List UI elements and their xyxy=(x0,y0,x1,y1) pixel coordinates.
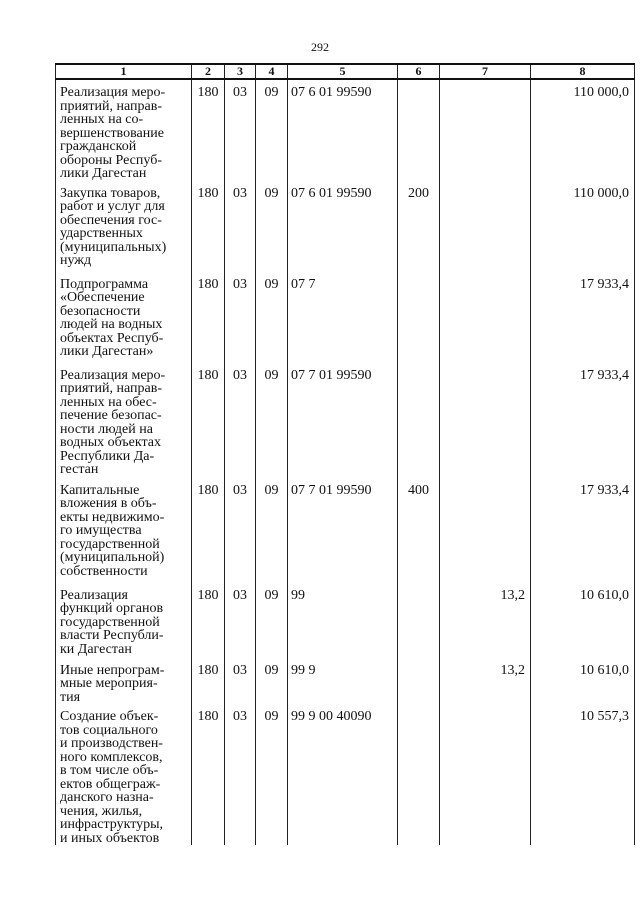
amount-cell: 10 610,0 xyxy=(531,583,635,658)
row-name-cell xyxy=(56,363,192,478)
row-name-cell xyxy=(56,704,192,845)
row-name-line: гражданской xyxy=(60,139,137,154)
expense-type-cell xyxy=(398,79,440,181)
row-name-line: Подпрограмма xyxy=(60,276,149,292)
row-name-line: Реализация меро- xyxy=(60,85,166,100)
column-header: 1 xyxy=(56,64,192,79)
subsection-cell: 09 xyxy=(256,272,288,363)
amount-cell: 17 933,4 xyxy=(531,272,635,363)
row-name-line: приятий, направ- xyxy=(60,98,163,114)
table-row xyxy=(56,704,635,845)
code-cell: 180 xyxy=(192,704,225,845)
amount-cell: 10 557,3 xyxy=(531,704,635,845)
amount-cell: 17 933,4 xyxy=(531,478,635,583)
section-cell: 03 xyxy=(225,478,256,583)
target-article-cell: 99 xyxy=(288,583,398,658)
budget-table xyxy=(55,63,635,845)
row-name-line: ки Дагестан xyxy=(60,641,132,657)
amount-cell: 13,2 xyxy=(440,658,531,705)
amount-cell xyxy=(440,79,531,181)
row-name-line: объектах Респуб- xyxy=(60,330,164,346)
row-name-line: Закупка товаров, xyxy=(60,185,161,201)
row-name-line: Республики Да- xyxy=(60,448,155,464)
row-name-line: Иные непрограм- xyxy=(60,662,165,678)
row-name-line: печение безопас- xyxy=(60,408,162,423)
subsection-cell: 09 xyxy=(256,363,288,478)
code-cell: 180 xyxy=(192,272,225,363)
row-name-line: ударственных xyxy=(60,226,143,241)
row-name-line: обороны Респуб- xyxy=(60,152,162,168)
amount-cell xyxy=(440,363,531,478)
amount-cell xyxy=(440,704,531,845)
row-name-line: лики Дагестан» xyxy=(60,344,154,359)
target-article-cell: 99 9 00 40090 xyxy=(288,704,398,845)
row-name-line: вложения в объ- xyxy=(60,496,157,511)
row-name-line: екты недвижимо- xyxy=(60,509,165,525)
row-name-line: функций органов xyxy=(60,601,164,616)
table-row xyxy=(56,272,635,363)
row-name-cell xyxy=(56,658,192,705)
section-cell: 03 xyxy=(225,272,256,363)
row-name-line: водных объектах xyxy=(60,435,161,450)
code-cell: 180 xyxy=(192,181,225,272)
row-name-cell xyxy=(56,79,192,181)
row-name-line: Реализация меро- xyxy=(60,367,166,383)
page-number: 292 xyxy=(311,40,329,54)
table-row xyxy=(56,658,635,705)
row-name-line: власти Республи- xyxy=(60,628,164,643)
row-name-line: государственной xyxy=(60,536,160,552)
expense-type-cell xyxy=(398,272,440,363)
row-name-cell xyxy=(56,272,192,363)
row-name-line: Реализация xyxy=(60,587,128,603)
row-name-line: тов социального xyxy=(60,722,158,738)
subsection-cell: 09 xyxy=(256,79,288,181)
row-name-line: «Обеспечение xyxy=(60,290,145,305)
row-name-cell xyxy=(56,583,192,658)
target-article-cell: 07 7 xyxy=(288,272,398,363)
row-name-line: Создание объек- xyxy=(60,709,159,724)
row-name-line: государственной xyxy=(60,614,160,630)
amount-cell: 110 000,0 xyxy=(531,79,635,181)
subsection-cell: 09 xyxy=(256,704,288,845)
row-name-line: лики Дагестан xyxy=(60,166,147,181)
subsection-cell: 09 xyxy=(256,478,288,583)
row-name-line: Капитальные xyxy=(60,482,140,498)
table-row xyxy=(56,363,635,478)
target-article-cell: 07 6 01 99590 xyxy=(288,79,398,181)
row-name-line: приятий, направ- xyxy=(60,381,163,396)
amount-cell: 10 610,0 xyxy=(531,658,635,705)
row-name-line: людей на водных xyxy=(60,317,163,332)
section-cell: 03 xyxy=(225,704,256,845)
row-name-line: ности людей на xyxy=(60,421,153,437)
section-cell: 03 xyxy=(225,79,256,181)
row-name-line: ленных на со- xyxy=(60,112,144,127)
row-name-line: нужд xyxy=(60,253,92,268)
amount-cell: 17 933,4 xyxy=(531,363,635,478)
expense-type-cell: 400 xyxy=(398,478,440,583)
column-header: 6 xyxy=(398,64,440,79)
column-header: 7 xyxy=(440,64,531,79)
amount-cell xyxy=(440,272,531,363)
amount-cell: 110 000,0 xyxy=(531,181,635,272)
amount-cell xyxy=(440,181,531,272)
row-name-line: данского назна- xyxy=(60,790,154,805)
row-name-line: чения, жилья, xyxy=(60,803,143,819)
row-name-line: (муниципальной) xyxy=(60,550,165,565)
row-name-line: тия xyxy=(60,689,81,705)
row-name-line: гестан xyxy=(60,462,99,477)
row-name-line: инфраструктуры, xyxy=(60,817,164,832)
section-cell: 03 xyxy=(225,583,256,658)
expense-type-cell: 200 xyxy=(398,181,440,272)
table-row xyxy=(56,79,635,181)
column-header: 5 xyxy=(288,64,398,79)
column-header: 8 xyxy=(531,64,635,79)
row-name-line: работ и услуг для xyxy=(60,199,165,214)
column-header: 2 xyxy=(192,64,225,79)
subsection-cell: 09 xyxy=(256,181,288,272)
row-name-cell xyxy=(56,181,192,272)
table-header-row xyxy=(56,64,635,79)
code-cell: 180 xyxy=(192,363,225,478)
section-cell: 03 xyxy=(225,181,256,272)
target-article-cell: 07 6 01 99590 xyxy=(288,181,398,272)
row-name-line: безопасности xyxy=(60,303,141,319)
target-article-cell: 99 9 xyxy=(288,658,398,705)
expense-type-cell xyxy=(398,704,440,845)
section-cell: 03 xyxy=(225,363,256,478)
column-header: 3 xyxy=(225,64,256,79)
target-article-cell: 07 7 01 99590 xyxy=(288,478,398,583)
table-row xyxy=(56,583,635,658)
section-cell: 03 xyxy=(225,658,256,705)
row-name-cell xyxy=(56,478,192,583)
row-name-line: го имущества xyxy=(60,523,142,538)
target-article-cell: 07 7 01 99590 xyxy=(288,363,398,478)
row-name-line: собственности xyxy=(60,563,148,579)
amount-cell: 13,2 xyxy=(440,583,531,658)
code-cell: 180 xyxy=(192,658,225,705)
table-row xyxy=(56,478,635,583)
row-name-line: и производствен- xyxy=(60,736,163,751)
row-name-line: (муниципальных) xyxy=(60,239,167,255)
row-name-line: в том числе объ- xyxy=(60,763,159,778)
row-name-line: и иных объектов xyxy=(60,830,160,846)
subsection-cell: 09 xyxy=(256,658,288,705)
column-header: 4 xyxy=(256,64,288,79)
amount-cell xyxy=(440,478,531,583)
row-name-line: обеспечения гос- xyxy=(60,212,162,228)
row-name-line: мные мероприя- xyxy=(60,676,158,691)
row-name-line: ного комплексов, xyxy=(60,749,163,765)
code-cell: 180 xyxy=(192,583,225,658)
row-name-line: вершенствование xyxy=(60,125,164,141)
subsection-cell: 09 xyxy=(256,583,288,658)
expense-type-cell xyxy=(398,658,440,705)
code-cell: 180 xyxy=(192,478,225,583)
row-name-line: ектов общеграж- xyxy=(60,776,161,792)
code-cell: 180 xyxy=(192,79,225,181)
expense-type-cell xyxy=(398,583,440,658)
row-name-line: ленных на обес- xyxy=(60,394,157,410)
table-row xyxy=(56,181,635,272)
expense-type-cell xyxy=(398,363,440,478)
